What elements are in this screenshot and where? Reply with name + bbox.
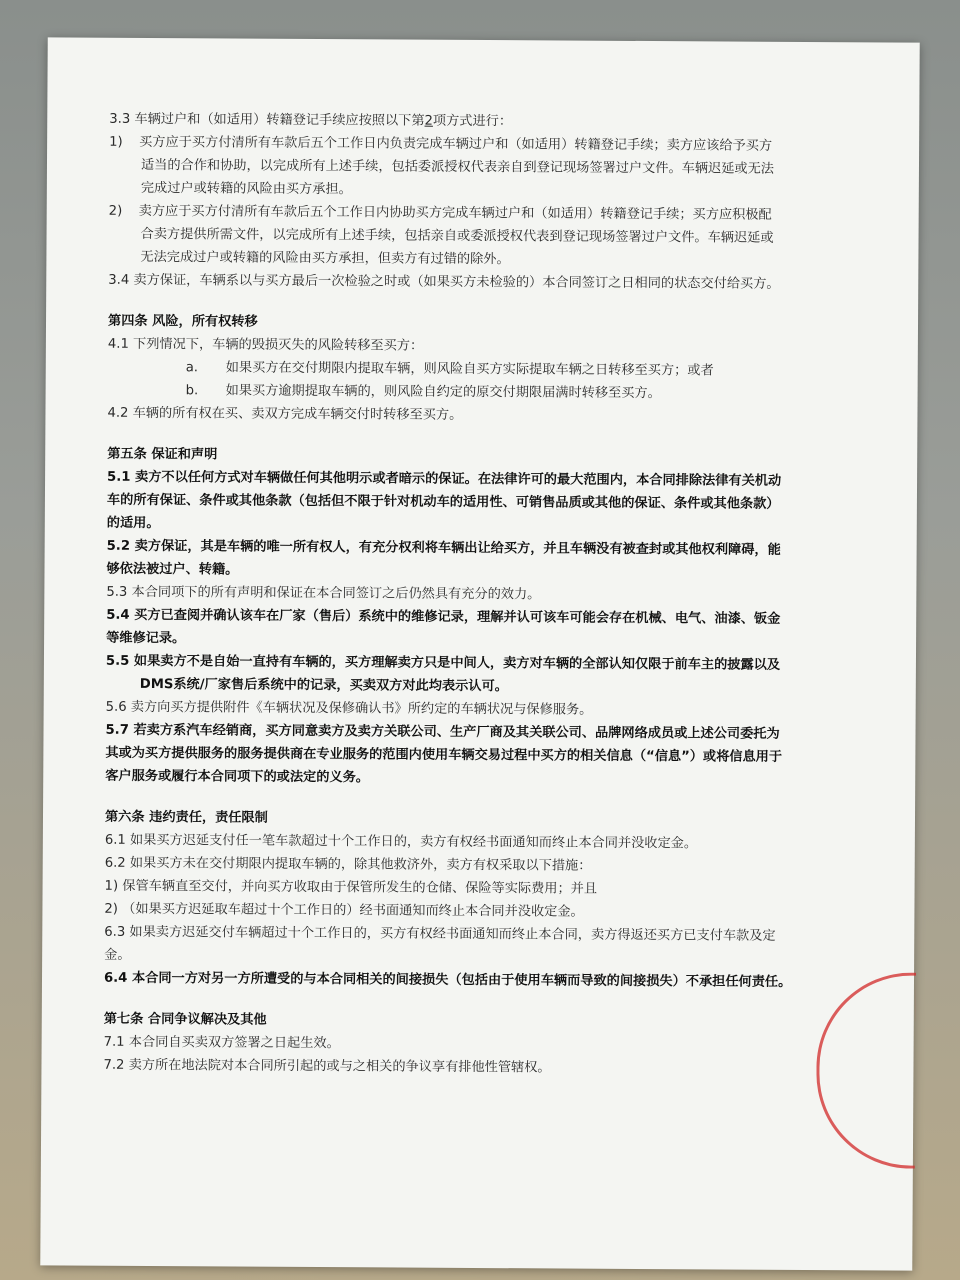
clause-6-2-2: 2) （如果买方迟延取车超过十个工作日的）经书面通知而终止本合同并没收定金。 <box>104 901 584 920</box>
contract-text <box>103 108 909 1082</box>
section-7-title: 第七条 合同争议解决及其他 <box>103 1011 267 1028</box>
clause-3-3-2-cont: 无法完成过户或转籍的风险由买方承担，但卖方有过错的除外。 <box>140 249 510 268</box>
clause-5-1: 5.1 卖方不以任何方式对车辆做任何其他明示或者暗示的保证。在法律许可的最大范围内，本合同排除法律有关机动 <box>107 469 782 489</box>
clause-3-3-2: 2) 卖方应于买方付清所有车款后五个工作日内协助买方完成车辆过户和（如适用）转籍登记手续；买方应积极配 <box>108 203 772 223</box>
clause-3-3: 3.3 车辆过户和（如适用）转籍登记手续应按照以下第2项方式进行： <box>109 111 513 130</box>
clause-4-1-a: a. 如果买方在交付期限内提取车辆，则风险自买方实际提取车辆之日转移至买方；或者 <box>185 360 714 379</box>
clause-5-6: 5.6 卖方向买方提供附件《车辆状况及保修确认书》所约定的车辆状况与保修服务。 <box>105 699 593 718</box>
section-6-title: 第六条 违约责任，责任限制 <box>104 809 268 826</box>
clause-7-1: 7.1 本合同自买卖双方签署之日起生效。 <box>103 1034 340 1052</box>
clause-6-3-cont: 金。 <box>104 947 131 963</box>
clause-7-2: 7.2 卖方所在地法院对本合同所引起的或与之相关的争议享有排他性管辖权。 <box>103 1057 551 1076</box>
clause-6-2-1: 1) 保管车辆直至交付，并向买方收取由于保管所发生的仓储、保险等实际费用；并且 <box>104 878 598 897</box>
clause-3-3-1: 1) 买方应于买方付清所有车款后五个工作日内负责完成车辆过户和（如适用）转籍登记手续；卖方应该给予买方 <box>109 134 773 154</box>
clause-5-2: 5.2 卖方保证，其是车辆的唯一所有权人，有充分权利将车辆出让给买方，并且车辆没有被查封或其他权利障碍，能 <box>106 538 781 558</box>
clause-4-1-b: b. 如果买方逾期提取车辆的，则风险自约定的原交付期限届满时转移至买方。 <box>185 383 661 402</box>
clause-6-2: 6.2 如果买方未在交付期限内提取车辆的，除其他救济外，卖方有权采取以下措施： <box>104 855 592 874</box>
clause-6-1: 6.1 如果买方迟延支付任一笔车款超过十个工作日的，卖方有权经书面通知而终止本合同并没收定金。 <box>104 832 698 852</box>
clause-5-3: 5.3 本合同项下的所有声明和保证在本合同签订之后仍然具有充分的效力。 <box>106 584 541 603</box>
clause-6-3: 6.3 如果卖方迟延交付车辆超过十个工作日的，买方有权经书面通知而终止本合同，卖方得返还买方已支付车款及定 <box>104 924 776 944</box>
document-page <box>40 37 919 1270</box>
clause-5-1-cont: 车的所有保证、条件或其他条款（包括但不限于针对机动车的适用性、可销售品质或其他的保证、条件或其他条款） <box>106 492 780 512</box>
selected-option: 2 <box>424 113 433 129</box>
clause-5-7: 5.7 若卖方系汽车经销商，买方同意卖方及卖方关联公司、生产厂商及其关联公司、品牌网络成员或上述公司委托为 <box>105 722 780 742</box>
clause-5-4: 5.4 买方已查阅并确认该车在厂家（售后）系统中的维修记录，理解并认可该车可能会存在机械、电气、油漆、钣金 <box>106 607 781 627</box>
clause-5-7-cont: 其或为买方提供服务的服务提供商在专业服务的范围内使用车辆交易过程中买方的相关信息（“信息”）或将信息用于 <box>105 745 783 765</box>
clause-5-5-cont: DMS系统/厂家售后系统中的记录，买卖双方对此均表示认可。 <box>139 676 508 695</box>
clause-3-3-2-cont: 合卖方提供所需文件，以完成所有上述手续，包括亲自或委派授权代表到登记现场签署过户文件。车辆迟延或 <box>140 226 774 246</box>
clause-5-1-cont: 的适用。 <box>106 515 160 532</box>
clause-3-3-1-cont: 适当的合作和协助，以完成所有上述手续，包括委派授权代表亲自到登记现场签署过户文件。车辆迟延或无法 <box>140 157 775 177</box>
clause-4-2: 4.2 车辆的所有权在买、卖双方完成车辆交付时转移至买方。 <box>107 405 463 423</box>
clause-4-1: 4.1 下列情况下，车辆的毁损灭失的风险转移至买方： <box>107 336 424 354</box>
clause-5-5: 5.5 如果卖方不是自始一直持有车辆的，买方理解卖方只是中间人，卖方对车辆的全部认知仅限于前车主的披露以及 <box>105 653 781 673</box>
clause-5-7-cont: 客户服务或履行本合同项下的或法定的义务。 <box>105 768 370 786</box>
clause-3-4: 3.4 卖方保证，车辆系以与买方最后一次检验之时或（如果买方未检验的）本合同签订之日相同的状态交付给买方。 <box>108 272 780 292</box>
clause-5-2-cont: 够依法被过户、转籍。 <box>106 561 239 578</box>
clause-3-3-1-cont: 完成过户或转籍的风险由买方承担。 <box>140 180 352 198</box>
clause-6-4: 6.4 本合同一方对另一方所遭受的与本合同相关的间接损失（包括由于使用车辆而导致的间接损失）不承担任何责任。 <box>103 970 792 990</box>
clause-5-4-cont: 等维修记录。 <box>106 630 186 647</box>
section-4-title: 第四条 风险，所有权转移 <box>107 313 258 330</box>
section-5-title: 第五条 保证和声明 <box>107 446 218 463</box>
